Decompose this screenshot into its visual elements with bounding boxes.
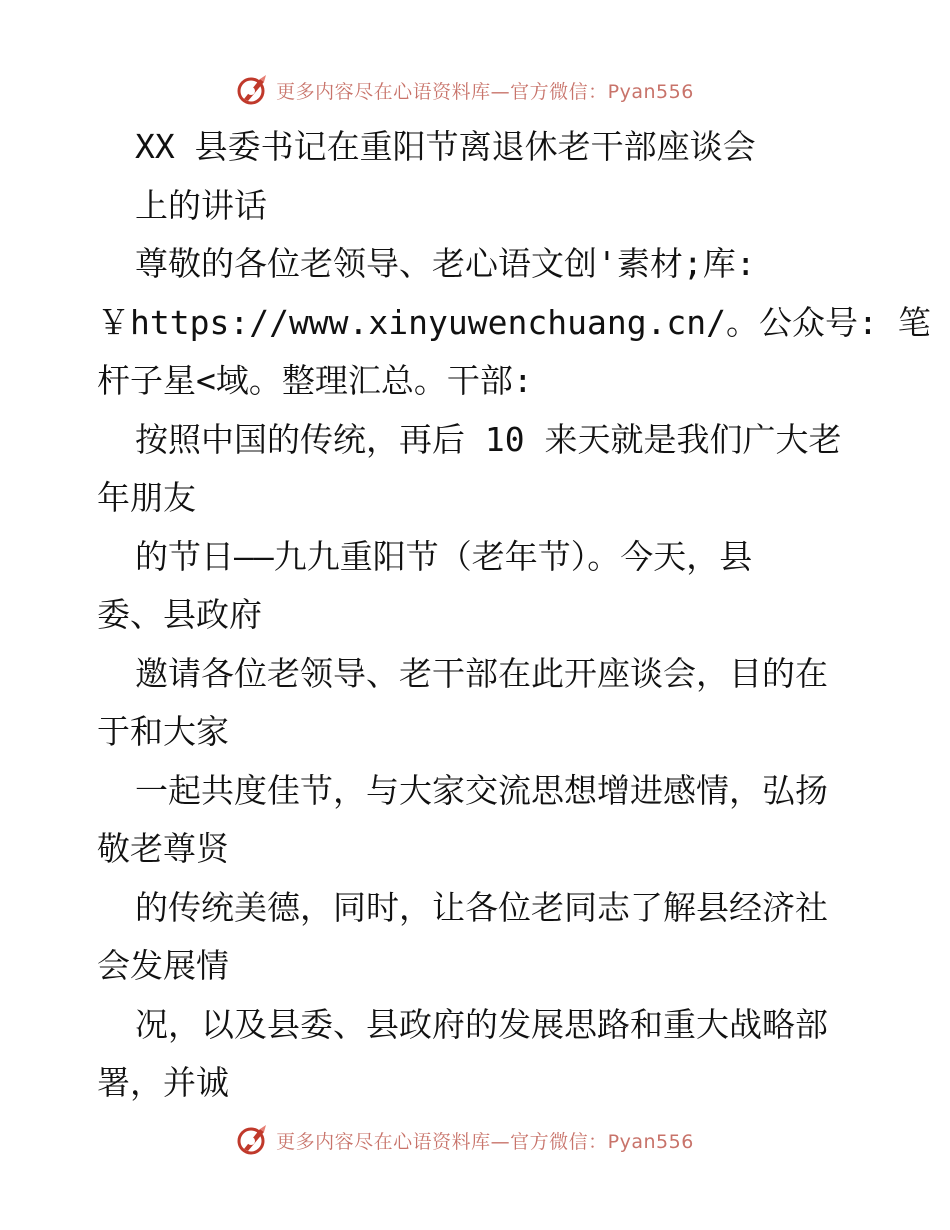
header-watermark	[0, 70, 950, 110]
text-line: 敬老尊贤	[97, 829, 229, 868]
text-line: 的节日——九九重阳节（老年节）。今天，县	[135, 536, 753, 576]
document-body	[97, 118, 931, 1113]
pen-logo-icon	[236, 73, 270, 107]
text-line: ￥https://www.xinyuwenchuang.cn/。公众号: 笔	[97, 302, 931, 342]
text-line: 会发展情	[97, 946, 229, 985]
text-line: 年朋友	[97, 478, 196, 517]
text-line: 况，以及县委、县政府的发展思路和重大战略部	[135, 1004, 828, 1044]
text-line: 一起共度佳节，与大家交流思想增进感情，弘扬	[135, 770, 828, 810]
text-line: 的传统美德，同时，让各位老同志了解县经济社	[135, 887, 828, 927]
text-line: 于和大家	[97, 712, 229, 751]
text-line: 上的讲话	[135, 185, 267, 225]
text-line: 署，并诚	[97, 1063, 229, 1102]
watermark-content	[236, 73, 694, 107]
watermark-text: 更多内容尽在心语资料库—官方微信：Pyan556	[276, 1130, 694, 1153]
pen-logo-icon	[236, 1123, 270, 1157]
text-line: 尊敬的各位老领导、老心语文创'素材;库:	[135, 244, 756, 283]
text-line: 邀请各位老领导、老干部在此开座谈会，目的在	[135, 653, 828, 693]
footer-watermark	[0, 1120, 950, 1160]
watermark-content	[236, 1123, 694, 1157]
text-line: 委、县政府	[97, 595, 262, 634]
watermark-text: 更多内容尽在心语资料库—官方微信：Pyan556	[276, 80, 694, 103]
text-line: XX 县委书记在重阳节离退休老干部座谈会	[135, 127, 756, 166]
text-line: 按照中国的传统，再后 10 来天就是我们广大老	[135, 419, 842, 459]
text-line: 杆子星<域。整理汇总。干部:	[97, 361, 533, 400]
